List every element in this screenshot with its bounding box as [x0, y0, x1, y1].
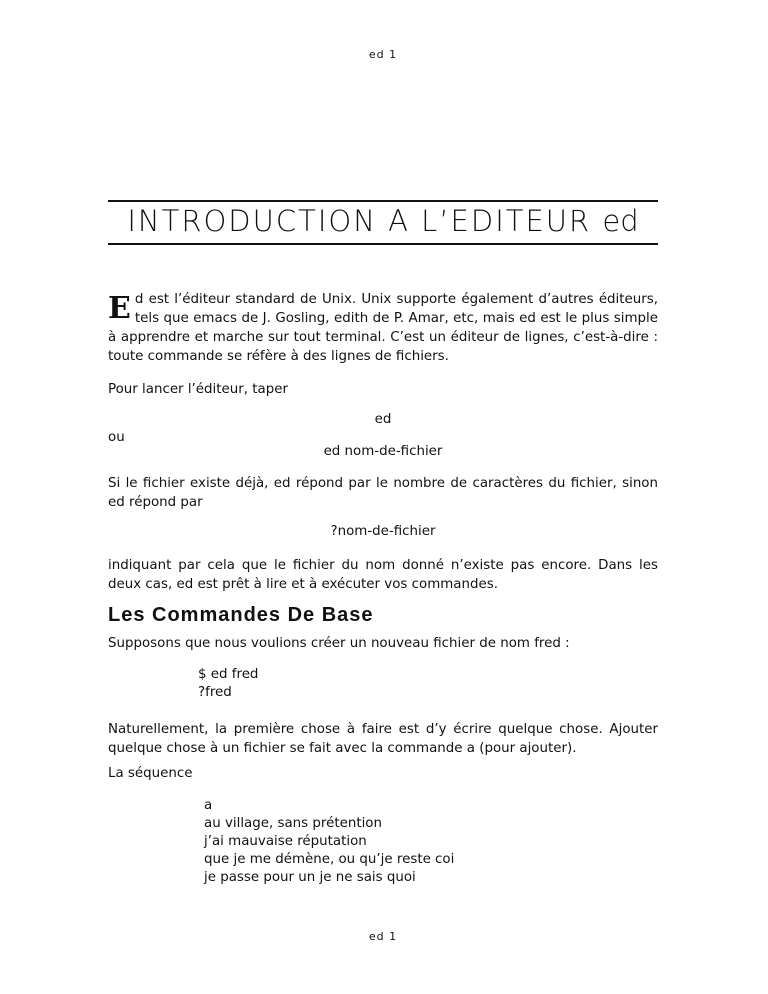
append-paragraph: Naturellement, la première chose à faire est d’y écrire quelque chose. Ajouter quelque chose à un fichier se fait avec la commande a (pour ajouter).	[108, 722, 658, 756]
code-line: ?fred	[198, 685, 232, 700]
code-line: je passe pour un je ne sais quoi	[204, 870, 416, 885]
section-heading: Les Commandes De Base	[108, 604, 374, 626]
launch-or: ou	[108, 430, 125, 445]
sequence-code-block	[204, 797, 454, 887]
code-line: j’ai mauvaise réputation	[204, 834, 367, 849]
title-rule-bottom	[108, 243, 658, 245]
running-head-bottom: ed 1	[368, 930, 398, 943]
reply-command: ?nom-de-fichier	[330, 524, 436, 539]
code-line: $ ed fred	[198, 667, 259, 682]
running-head-top: ed 1	[368, 48, 398, 61]
document-page	[108, 0, 658, 994]
title-suffix: ed	[602, 204, 639, 238]
code-line: a	[204, 798, 213, 813]
page-title	[108, 204, 658, 238]
drop-cap: E	[108, 291, 131, 326]
create-paragraph: Supposons que nous voulions créer un nouveau fichier de nom fred :	[108, 636, 570, 651]
title-main: INTRODUCTION A L’EDITEUR	[127, 204, 592, 238]
exists-after-paragraph: indiquant par cela que le fichier du nom donné n’existe pas encore. Dans les deux cas, ed est prêt à lire et à exécuter vos commandes.	[108, 558, 658, 592]
sequence-lead: La séquence	[108, 766, 193, 781]
title-rule-top	[108, 200, 658, 202]
create-code-block	[198, 666, 258, 702]
exists-paragraph: Si le fichier existe déjà, ed répond par le nombre de caractères du fichier, sinon ed répond par	[108, 476, 658, 510]
launch-command-2: ed nom-de-fichier	[323, 444, 443, 459]
launch-command-1: ed	[374, 412, 392, 427]
code-line: au village, sans prétention	[204, 816, 382, 831]
intro-text: d est l’éditeur standard de Unix. Unix supporte également d’autres éditeurs, tels que emacs de J. Gosling, edith de P. Amar, etc, mais ed est le plus simple à apprendre et marche sur tout terminal. C’est un éditeur de lignes, c’est-à-dire : toute commande se réfère à des lignes de fichiers.	[108, 292, 658, 364]
launch-lead: Pour lancer l’éditeur, taper	[108, 382, 288, 397]
intro-paragraph	[108, 290, 658, 366]
code-line: que je me démène, ou qu’je reste coi	[204, 852, 455, 867]
